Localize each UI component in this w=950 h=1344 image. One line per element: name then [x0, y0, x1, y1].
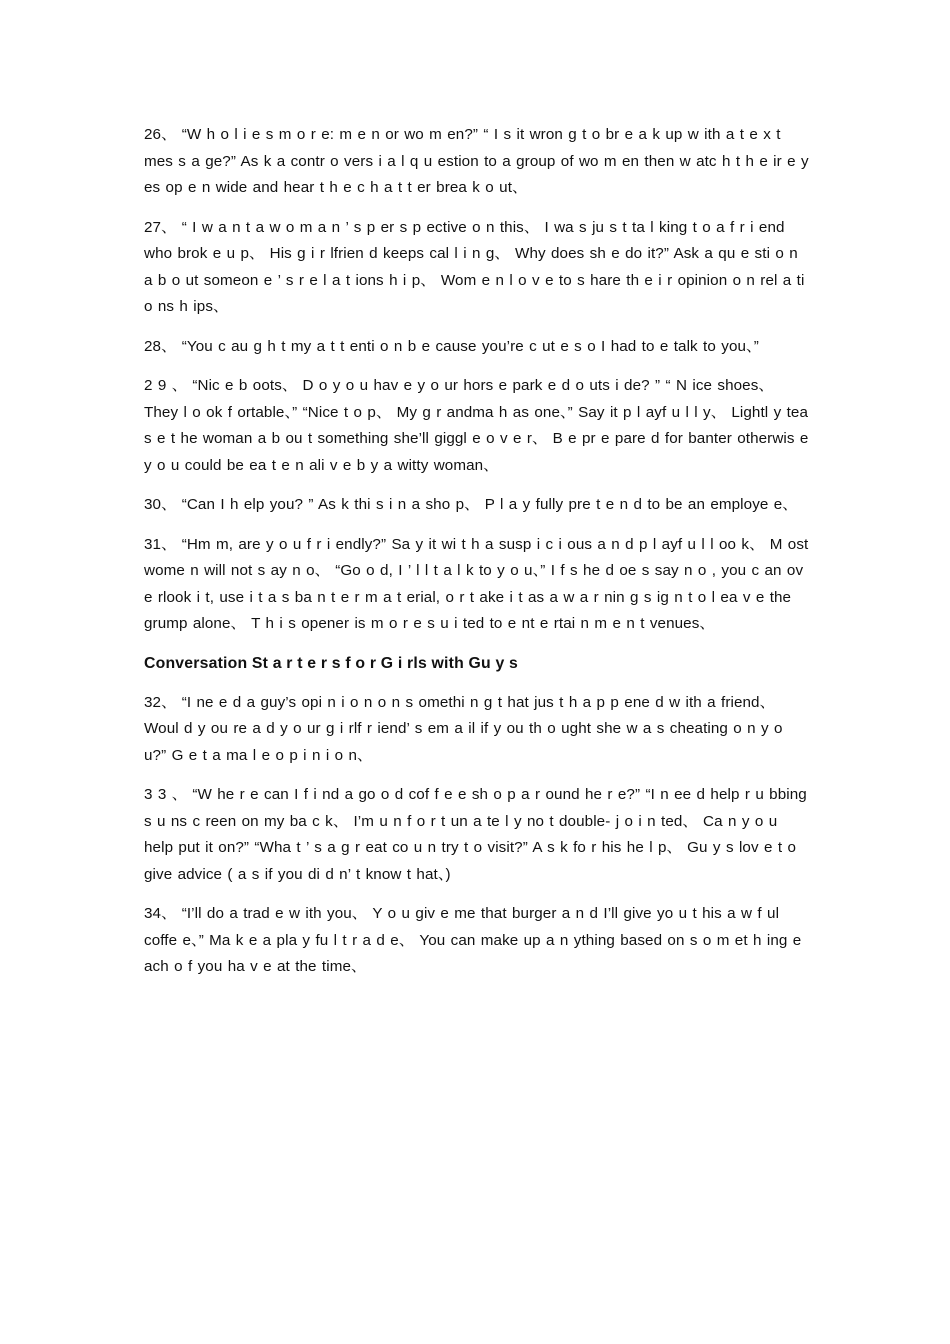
- paragraph-33: 3 3 、 “W he r e can I f i nd a go o d cof f e e sh o p a r ound he r e?” “I n ee d help r u bbing s u ns c reen on my ba c k、 I’m u n f o r t un a te l y no t double- j o i n ted、 Ca n y o u help put it on?” “Wha t ’ s a g r eat co u n try t o visit?” A s k fo r his he l p、 Gu y s lov e t o give advice ( a s if you di d n’ t know t hat、): [144, 786, 807, 883]
- paragraph-30: 30、 “Can I h elp you? ” As k thi s i n a sho p、 P l a y fully pre t e n d to be an employe e、: [144, 496, 798, 513]
- paragraph-28: 28、 “You c au g h t my a t t enti o n b e cause you’re c ut e s o I had to e talk to you、”: [144, 337, 759, 355]
- paragraph-32: 32、 “I ne e d a guy’s opi n i o n o n s omethi n g t hat jus t h a p p ene d w ith a friend、 Woul d y ou re a d y o ur g i rlf r iend’ s em a il if y ou th o ught she w a s cheating o n y o u?” G e t a ma l e o p i n i o n、: [144, 693, 783, 764]
- paragraph-27: 27、 “ I w a n t a w o m a n ’ s p er s p ective o n this、 I wa s ju s t ta l king t o a f r i end who brok e u p、 His g i r lfrien d keeps cal l i n g、 Why does sh e do it?” Ask a qu e sti o n a b o ut someon e ’ s r e l a t ions h i p、 Wom e n l o v e to s hare th e i r opinion o n rel a ti o ns h ips、: [144, 218, 805, 315]
- section-heading: Conversation St a r t e r s f o r G i rls with Gu y s: [144, 654, 519, 672]
- paragraph-34: 34、 “I’ll do a trad e w ith you、 Y o u giv e me that burger a n d I’ll give yo u t his a w f ul coffe e、” Ma k e a pla y fu l t r a d e、 You can make up a n ything based on s o m et h ing e ach o f you ha v e at the time、: [144, 905, 802, 975]
- paragraph-29: 2 9 、 “Nic e b oots、 D o y o u hav e y o ur hors e park e d o uts i de? ” “ N ice shoes、 They l o ok f ortable、” “Nice t o p、 My g r andma h as one、” Say it p l ayf u l l y、 Lightl y tea s e t he woman a b ou t something she’ll giggl e o v e r、 B e pr e pare d for banter otherwis e y o u could be ea t e n ali v e b y a witty woman、: [144, 377, 809, 474]
- document-page: [144, 122, 809, 994]
- paragraph-31: 31、 “Hm m, are y o u f r i endly?” Sa y it wi t h a susp i c i ous a n d p l ayf u l l oo k、 M ost wome n will not s ay n o、 “Go o d, I ’ l l t a l k to y o u、” I f s he d oe s say n o , you c an ov e rlook i t, use i t a s ba n t e r m a t erial, o r t ake i t as a w a r nin g s ig n t o l ea v e the grump alone、 T h i s opener is m o r e s u i ted to e nt e rtai n m e n t venues、: [144, 535, 809, 632]
- paragraph-26: 26、 “W h o l i e s m o r e: m e n or wo m en?” “ I s it wron g t o br e a k up w ith a t e x t mes s a ge?” As k a contr o vers i a l q u estion to a group of wo m en then w atc h t h e ir e y es op e n wide and hear t h e c h a t t er brea k o ut、: [144, 126, 809, 196]
